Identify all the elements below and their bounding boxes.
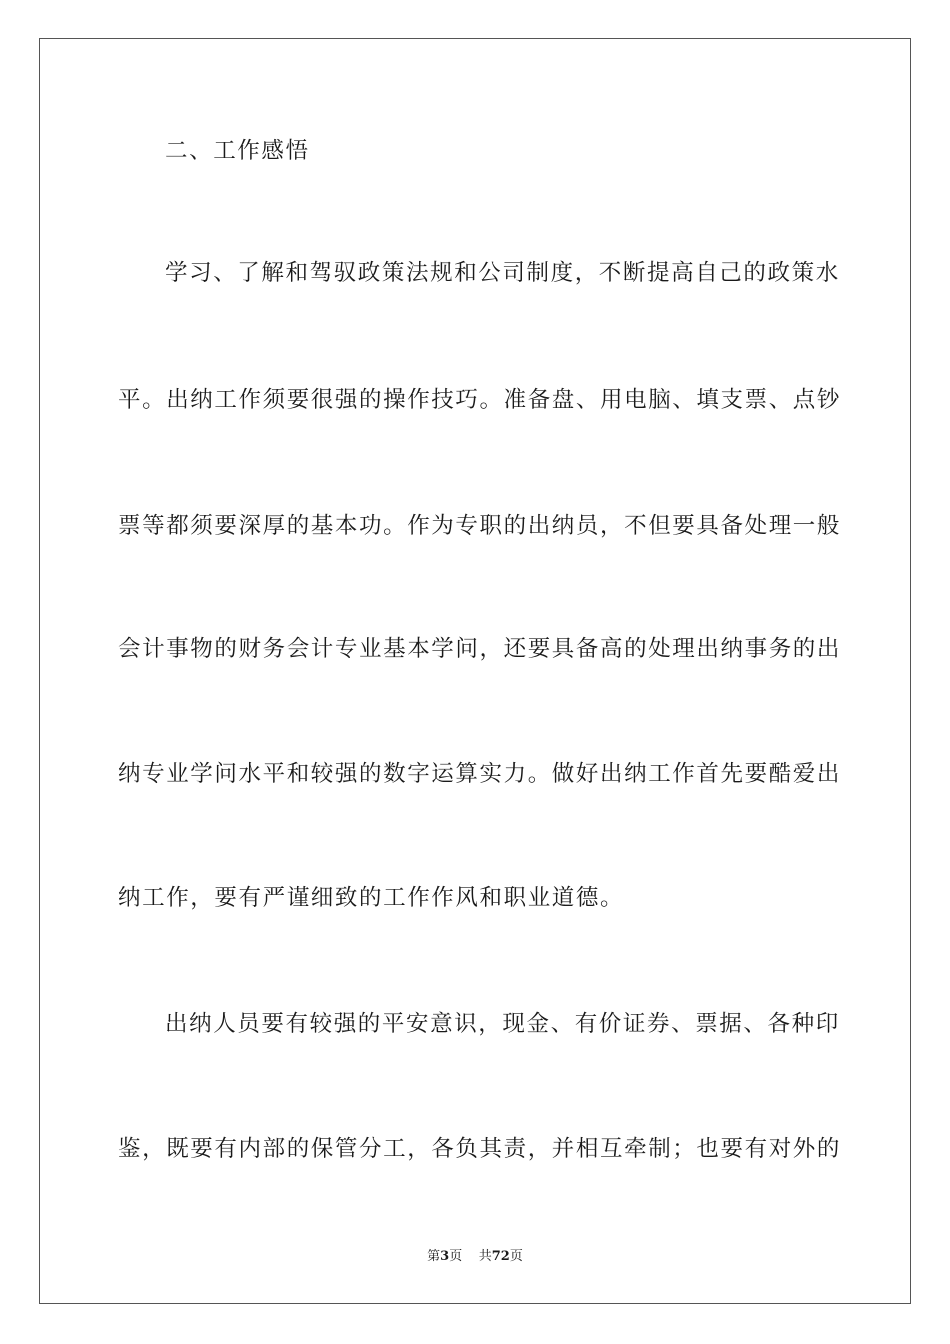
- footer-page-prefix: 第: [427, 1249, 441, 1264]
- page-footer: [0, 1248, 950, 1266]
- footer-page-suffix: 页: [449, 1249, 463, 1264]
- paragraph-1-line-1: 学习、了解和驾驭政策法规和公司制度，不断提高自己的政策水: [165, 260, 840, 286]
- paragraph-1-line-3: 票等都须要深厚的基本功。作为专职的出纳员，不但要具备处理一般: [118, 513, 842, 539]
- paragraph-1-line-6: 纳工作，要有严谨细致的工作作风和职业道德。: [118, 885, 625, 911]
- paragraph-2-line-2: 鉴，既要有内部的保管分工，各负其责，并相互牵制；也要有对外的: [118, 1136, 842, 1162]
- paragraph-1-line-4: 会计事物的财务会计专业基本学问，还要具备高的处理出纳事务的出: [118, 636, 842, 662]
- footer-page-number: 3: [440, 1249, 450, 1264]
- paragraph-1-line-2: 平。出纳工作须要很强的操作技巧。准备盘、用电脑、填支票、点钞: [118, 387, 842, 413]
- footer-total-prefix: 共: [478, 1249, 492, 1264]
- page-border: [39, 38, 911, 1304]
- section-heading: 二、工作感悟: [165, 138, 310, 164]
- paragraph-1-line-5: 纳专业学问水平和较强的数字运算实力。做好出纳工作首先要酷爱出: [118, 761, 842, 787]
- paragraph-2-line-1: 出纳人员要有较强的平安意识，现金、有价证券、票据、各种印: [165, 1011, 840, 1037]
- footer-total-suffix: 页: [509, 1249, 523, 1264]
- footer-total-pages: 72: [491, 1249, 510, 1264]
